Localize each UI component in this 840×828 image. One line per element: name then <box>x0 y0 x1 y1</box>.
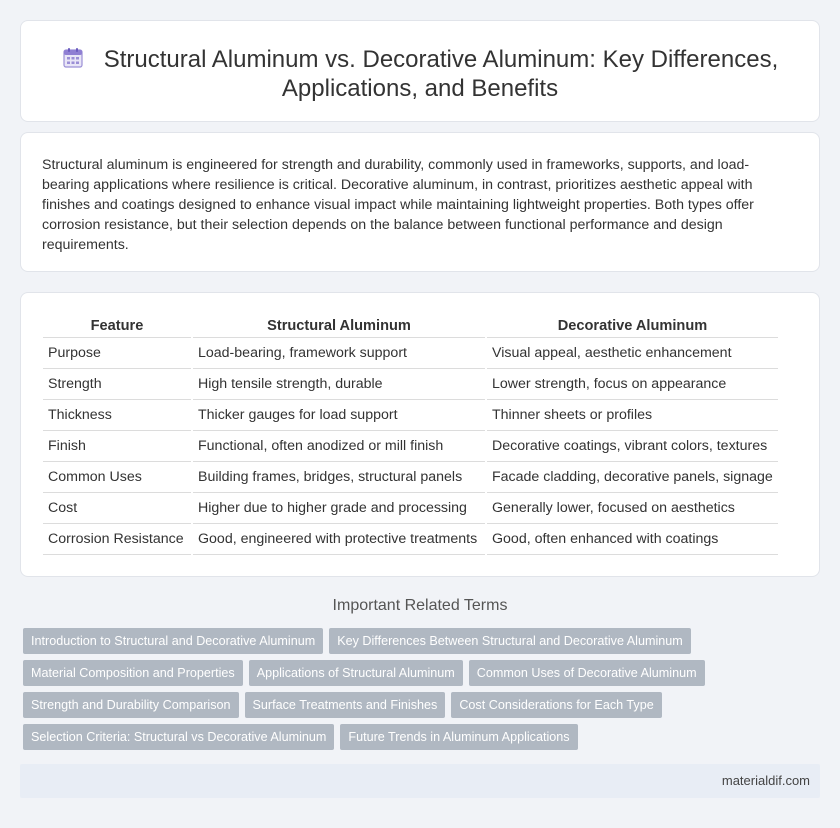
structural-cell: Thicker gauges for load support <box>192 399 486 430</box>
tag-row <box>23 628 697 654</box>
decorative-cell: Visual appeal, aesthetic enhancement <box>486 337 778 368</box>
structural-cell: High tensile strength, durable <box>192 368 486 399</box>
structural-cell: Good, engineered with protective treatments <box>192 523 486 554</box>
title-wrap <box>21 45 819 103</box>
related-term-tag[interactable]: Surface Treatments and Finishes <box>245 692 446 718</box>
decorative-cell: Lower strength, focus on appearance <box>486 368 778 399</box>
feature-cell: Thickness <box>43 399 192 430</box>
structural-cell: Load-bearing, framework support <box>192 337 486 368</box>
table-row <box>43 523 778 554</box>
table-row <box>43 368 778 399</box>
related-term-tag[interactable]: Selection Criteria: Structural vs Decorative Aluminum <box>23 724 334 750</box>
tag-row <box>23 692 668 718</box>
page-title <box>21 45 819 103</box>
page-title-text: Structural Aluminum vs. Decorative Aluminum: Key Differences, Applications, and Benefits <box>103 46 779 102</box>
comparison-table <box>43 316 778 555</box>
feature-cell: Corrosion Resistance <box>43 523 192 554</box>
related-term-tag[interactable]: Strength and Durability Comparison <box>23 692 239 718</box>
decorative-cell: Decorative coatings, vibrant colors, textures <box>486 430 778 461</box>
table-row <box>43 337 778 368</box>
related-term-tag[interactable]: Introduction to Structural and Decorative Aluminum <box>23 628 323 654</box>
related-term-tag[interactable]: Applications of Structural Aluminum <box>249 660 463 686</box>
footer <box>20 764 820 798</box>
related-term-tag[interactable]: Common Uses of Decorative Aluminum <box>469 660 705 686</box>
footer-site-link[interactable]: materialdif.com <box>721 773 810 788</box>
table-row <box>43 492 778 523</box>
related-term-tag[interactable]: Cost Considerations for Each Type <box>451 692 661 718</box>
feature-cell: Finish <box>43 430 192 461</box>
decorative-cell: Generally lower, focused on aesthetics <box>486 492 778 523</box>
intro-card <box>20 132 820 272</box>
header-feature: Feature <box>43 316 192 337</box>
related-term-tag[interactable]: Future Trends in Aluminum Applications <box>340 724 577 750</box>
intro-paragraph: Structural aluminum is engineered for strength and durability, commonly used in frameworks, supports, and load-bearing applications where resilience is critical. Decorative aluminum, in contrast, prioritizes aesthetic appeal with finishes and coatings designed to enhance visual impact while maintaining lightweight properties. Both types offer corrosion resistance, but their selection depends on the balance between functional performance and design requirements. <box>42 157 754 253</box>
header-structural: Structural Aluminum <box>192 316 486 337</box>
decorative-cell: Thinner sheets or profiles <box>486 399 778 430</box>
structural-cell: Higher due to higher grade and processing <box>192 492 486 523</box>
comparison-card <box>20 292 820 577</box>
table-row <box>43 399 778 430</box>
related-term-tag[interactable]: Material Composition and Properties <box>23 660 243 686</box>
table-row <box>43 461 778 492</box>
structural-cell: Building frames, bridges, structural panels <box>192 461 486 492</box>
decorative-cell: Good, often enhanced with coatings <box>486 523 778 554</box>
header-decorative: Decorative Aluminum <box>486 316 778 337</box>
feature-cell: Strength <box>43 368 192 399</box>
tag-row <box>23 660 711 686</box>
decorative-cell: Facade cladding, decorative panels, signage <box>486 461 778 492</box>
feature-cell: Purpose <box>43 337 192 368</box>
table-row <box>43 430 778 461</box>
calendar-icon <box>62 47 84 69</box>
related-terms-title: Important Related Terms <box>332 597 508 614</box>
related-term-tag[interactable]: Key Differences Between Structural and Decorative Aluminum <box>329 628 691 654</box>
tag-row <box>23 724 584 750</box>
feature-cell: Cost <box>43 492 192 523</box>
structural-cell: Functional, often anodized or mill finish <box>192 430 486 461</box>
table-header-row <box>43 316 778 337</box>
feature-cell: Common Uses <box>43 461 192 492</box>
title-card <box>20 20 820 122</box>
